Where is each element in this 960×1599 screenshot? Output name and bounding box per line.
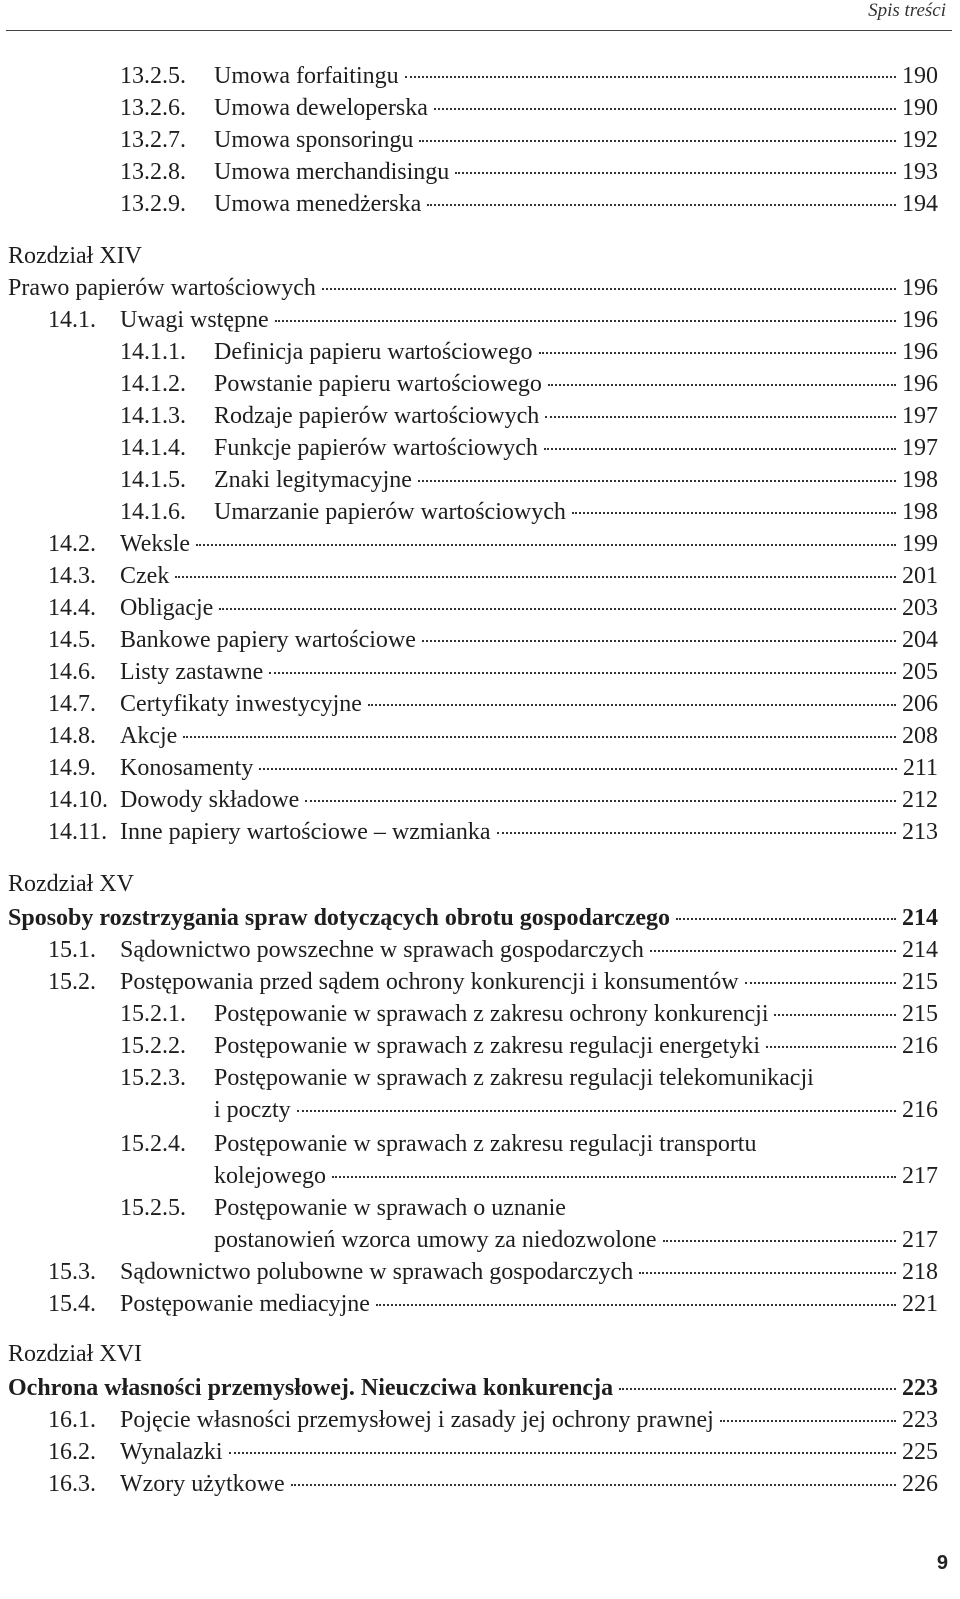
toc-entry: [48, 1468, 938, 1500]
toc-entry-title: Funkcje papierów wartościowych: [214, 435, 538, 461]
dot-leader: [259, 768, 897, 770]
toc-entry: [8, 240, 938, 272]
toc-entry: [48, 560, 938, 592]
toc-entry-page: 196: [902, 307, 938, 333]
dot-leader: [368, 704, 896, 706]
toc-entry: [120, 998, 938, 1030]
toc-entry: [120, 92, 938, 124]
toc-entry: [120, 156, 938, 188]
toc-entry-title: Umowa forfaitingu: [214, 63, 399, 89]
dot-leader: [183, 736, 896, 738]
toc-entry-title: Umarzanie papierów wartościowych: [214, 499, 566, 525]
toc-entry: [48, 784, 938, 816]
chapter-heading: Rozdział XVI: [8, 1341, 142, 1367]
dot-leader: [297, 1110, 896, 1112]
toc-entry: [48, 816, 938, 848]
toc-entry-title: Postępowanie mediacyjne: [120, 1291, 370, 1317]
toc-entry-page: 199: [902, 531, 938, 557]
toc-entry: [120, 1062, 938, 1094]
toc-entry-title: Sądownictwo polubowne w sprawach gospodarczych: [120, 1259, 634, 1285]
toc-entry-title: postanowień wzorca umowy za niedozwolone: [214, 1227, 657, 1253]
toc-entry-title: i poczty: [214, 1097, 291, 1123]
toc-entry-number: 14.3.: [48, 563, 96, 589]
toc-entry-page: 214: [902, 937, 938, 963]
toc-entry: [120, 1030, 938, 1062]
toc-entry-title: Obligacje: [120, 595, 214, 621]
toc-entry: [120, 368, 938, 400]
toc-entry-page: 192: [902, 127, 938, 153]
dot-leader: [766, 1046, 896, 1048]
toc-entry-number: 14.1.6.: [120, 499, 186, 525]
toc-entry-number: 14.6.: [48, 659, 96, 685]
toc-entry-title: Czek: [120, 563, 170, 589]
dot-leader: [219, 608, 896, 610]
toc-entry-page: 217: [902, 1227, 938, 1253]
toc-entry-number: 15.2.2.: [120, 1033, 186, 1059]
toc-entry-page: 215: [902, 1001, 938, 1027]
toc-entry-page: 193: [902, 159, 938, 185]
toc-entry-title: Umowa deweloperska: [214, 95, 428, 121]
dot-leader: [572, 512, 896, 514]
toc-entry: [214, 1094, 938, 1126]
toc-entry-title: Uwagi wstępne: [120, 307, 269, 333]
toc-entry-number: 14.11.: [48, 819, 108, 845]
dot-leader: [422, 640, 896, 642]
toc-entry-page: 201: [902, 563, 938, 589]
toc-entry-page: 223: [902, 1407, 938, 1433]
toc-entry: [48, 966, 938, 998]
toc-entry-number: 14.2.: [48, 531, 96, 557]
toc-entry: [120, 432, 938, 464]
dot-leader: [175, 576, 896, 578]
toc-entry: [214, 1160, 938, 1192]
toc-entry-page: 212: [902, 787, 938, 813]
toc-entry-title: Pojęcie własności przemysłowej i zasady jej ochrony prawnej: [120, 1407, 714, 1433]
toc-entry-title: Bankowe papiery wartościowe: [120, 627, 416, 653]
toc-entry: [48, 752, 938, 784]
chapter-heading: Prawo papierów wartościowych: [8, 275, 316, 301]
toc-entry-number: 14.8.: [48, 723, 96, 749]
toc-entry-number: 15.2.4.: [120, 1131, 186, 1157]
toc-entry-title: Definicja papieru wartościowego: [214, 339, 533, 365]
toc-entry: [48, 624, 938, 656]
toc-entry: [120, 336, 938, 368]
chapter-heading: Sposoby rozstrzygania spraw dotyczących obrotu gospodarczego: [8, 905, 670, 931]
toc-entry-number: 14.5.: [48, 627, 96, 653]
toc-entry-page: 194: [902, 191, 938, 217]
dot-leader: [275, 320, 896, 322]
toc-entry: [120, 400, 938, 432]
toc-entry-title: Weksle: [120, 531, 191, 557]
toc-entry-number: 13.2.6.: [120, 95, 186, 121]
dot-leader: [544, 448, 896, 450]
toc-entry-number: 14.1.1.: [120, 339, 186, 365]
toc-entry-page: 208: [902, 723, 938, 749]
toc-entry: [120, 464, 938, 496]
dot-leader: [650, 950, 896, 952]
toc-entry: [48, 720, 938, 752]
dot-leader: [539, 352, 896, 354]
toc-entry-page: 198: [902, 467, 938, 493]
toc-entry-title: Konosamenty: [120, 755, 254, 781]
toc-entry: [8, 1372, 938, 1404]
toc-entry-page: 211: [902, 755, 938, 781]
toc-entry-number: 13.2.8.: [120, 159, 186, 185]
toc-entry-page: 196: [902, 371, 938, 397]
toc-entry-page: 196: [902, 275, 938, 301]
dot-leader: [434, 108, 896, 110]
toc-entry-page: 216: [902, 1097, 938, 1123]
dot-leader: [196, 544, 896, 546]
toc-entry-number: 14.9.: [48, 755, 96, 781]
toc-entry-page: 218: [902, 1259, 938, 1285]
toc-entry: [8, 1338, 938, 1370]
dot-leader: [269, 672, 896, 674]
toc-entry-title: Rodzaje papierów wartościowych: [214, 403, 540, 429]
toc-entry-page: 198: [902, 499, 938, 525]
toc-entry-title: Postępowanie w sprawach o uznanie: [214, 1195, 566, 1221]
toc-entry-number: 16.2.: [48, 1439, 96, 1465]
toc-entry: [8, 868, 938, 900]
toc-entry-number: 16.3.: [48, 1471, 96, 1497]
toc-entry-number: 14.1.4.: [120, 435, 186, 461]
dot-leader: [639, 1272, 896, 1274]
toc-entry-page: 197: [902, 403, 938, 429]
toc-entry-title: Wzory użytkowe: [120, 1471, 285, 1497]
dot-leader: [548, 384, 896, 386]
toc-entry-title: Postępowanie w sprawach z zakresu regulacji energetyki: [214, 1033, 761, 1059]
dot-leader: [305, 800, 896, 802]
toc-entry-number: 14.1.: [48, 307, 96, 333]
toc-entry-number: 16.1.: [48, 1407, 96, 1433]
toc-entry: [120, 1192, 938, 1224]
toc-entry: [48, 592, 938, 624]
toc-entry-number: 13.2.9.: [120, 191, 186, 217]
toc-entry-title: Certyfikaty inwestycyjne: [120, 691, 362, 717]
dot-leader: [229, 1452, 896, 1454]
toc-entry-number: 13.2.5.: [120, 63, 186, 89]
toc-entry-page: 203: [902, 595, 938, 621]
toc-entry-number: 14.10.: [48, 787, 108, 813]
toc-entry-title: Umowa sponsoringu: [214, 127, 414, 153]
toc-entry-page: 205: [902, 659, 938, 685]
dot-leader: [419, 140, 896, 142]
dot-leader: [663, 1240, 896, 1242]
toc-entry: [48, 1256, 938, 1288]
toc-entry-page: 190: [902, 63, 938, 89]
dot-leader: [676, 918, 896, 920]
toc-entry-page: 204: [902, 627, 938, 653]
toc-entry: [48, 688, 938, 720]
dot-leader: [545, 416, 896, 418]
toc-entry-page: 214: [902, 905, 938, 931]
toc-entry-title: Umowa menedżerska: [214, 191, 422, 217]
toc-entry: [48, 1436, 938, 1468]
toc-entry: [8, 272, 938, 304]
toc-entry-title: Listy zastawne: [120, 659, 264, 685]
toc-entry-number: 15.4.: [48, 1291, 96, 1317]
toc-entry: [120, 1128, 938, 1160]
toc-entry-number: 13.2.7.: [120, 127, 186, 153]
toc-entry-page: 216: [902, 1033, 938, 1059]
toc-entry-number: 14.1.2.: [120, 371, 186, 397]
toc-entry-title: Postępowanie w sprawach z zakresu regulacji telekomunikacji: [214, 1065, 814, 1091]
dot-leader: [774, 1014, 896, 1016]
toc-entry: [8, 902, 938, 934]
dot-leader: [455, 172, 896, 174]
toc-entry: [120, 496, 938, 528]
dot-leader: [332, 1176, 896, 1178]
toc-entry-title: Znaki legitymacyjne: [214, 467, 412, 493]
dot-leader: [497, 832, 896, 834]
toc-entry: [120, 60, 938, 92]
toc-entry: [48, 1288, 938, 1320]
page-number: 9: [936, 1552, 948, 1574]
toc-entry-page: 223: [902, 1375, 938, 1401]
toc-entry: [48, 528, 938, 560]
toc-entry-number: 15.2.: [48, 969, 96, 995]
toc-entry-title: Umowa merchandisingu: [214, 159, 450, 185]
toc-entry: [120, 124, 938, 156]
toc-entry-number: 14.4.: [48, 595, 96, 621]
toc-entry-title: Dowody składowe: [120, 787, 300, 813]
toc-entry-title: Wynalazki: [120, 1439, 223, 1465]
toc-entry-title: Sądownictwo powszechne w sprawach gospodarczych: [120, 937, 644, 963]
header-rule: [6, 30, 952, 31]
toc-entry-page: 215: [902, 969, 938, 995]
toc-entry-page: 213: [902, 819, 938, 845]
toc-entry: [48, 1404, 938, 1436]
chapter-heading: Ochrona własności przemysłowej. Nieuczciwa konkurencja: [8, 1375, 614, 1401]
toc-entry-page: 217: [902, 1163, 938, 1189]
toc-entry-title: Postępowania przed sądem ochrony konkurencji i konsumentów: [120, 969, 739, 995]
dot-leader: [405, 76, 896, 78]
toc-entry-number: 15.2.5.: [120, 1195, 186, 1221]
dot-leader: [619, 1388, 896, 1390]
toc-entry-number: 15.2.1.: [120, 1001, 186, 1027]
dot-leader: [720, 1420, 896, 1422]
toc-entry-number: 15.1.: [48, 937, 96, 963]
toc-entry-number: 14.1.3.: [120, 403, 186, 429]
toc-entry-page: 221: [902, 1291, 938, 1317]
dot-leader: [427, 204, 896, 206]
toc-entry-title: Inne papiery wartościowe – wzmianka: [120, 819, 491, 845]
toc-entry-number: 14.7.: [48, 691, 96, 717]
toc-entry-page: 196: [902, 339, 938, 365]
toc-entry: [48, 934, 938, 966]
chapter-heading: Rozdział XIV: [8, 243, 142, 269]
toc-entry-number: 15.3.: [48, 1259, 96, 1285]
toc-entry: [48, 304, 938, 336]
dot-leader: [291, 1484, 896, 1486]
toc-entry: [120, 188, 938, 220]
dot-leader: [418, 480, 896, 482]
toc-entry-page: 197: [902, 435, 938, 461]
toc-entry-number: 14.1.5.: [120, 467, 186, 493]
toc-entry-title: Powstanie papieru wartościowego: [214, 371, 542, 397]
chapter-heading: Rozdział XV: [8, 871, 134, 897]
toc-entry: [48, 656, 938, 688]
dot-leader: [376, 1304, 896, 1306]
toc-entry-number: 15.2.3.: [120, 1065, 186, 1091]
toc-entry-page: 225: [902, 1439, 938, 1465]
toc-entry-page: 226: [902, 1471, 938, 1497]
toc-entry-page: 190: [902, 95, 938, 121]
toc-entry-title: Postępowanie w sprawach z zakresu ochrony konkurencji: [214, 1001, 769, 1027]
running-title: Spis treści: [868, 0, 946, 21]
dot-leader: [322, 288, 896, 290]
toc-entry: [214, 1224, 938, 1256]
dot-leader: [745, 982, 896, 984]
toc-entry-page: 206: [902, 691, 938, 717]
toc-entry-title: Akcje: [120, 723, 178, 749]
toc-entry-title: kolejowego: [214, 1163, 326, 1189]
toc-entry-title: Postępowanie w sprawach z zakresu regulacji transportu: [214, 1131, 757, 1157]
